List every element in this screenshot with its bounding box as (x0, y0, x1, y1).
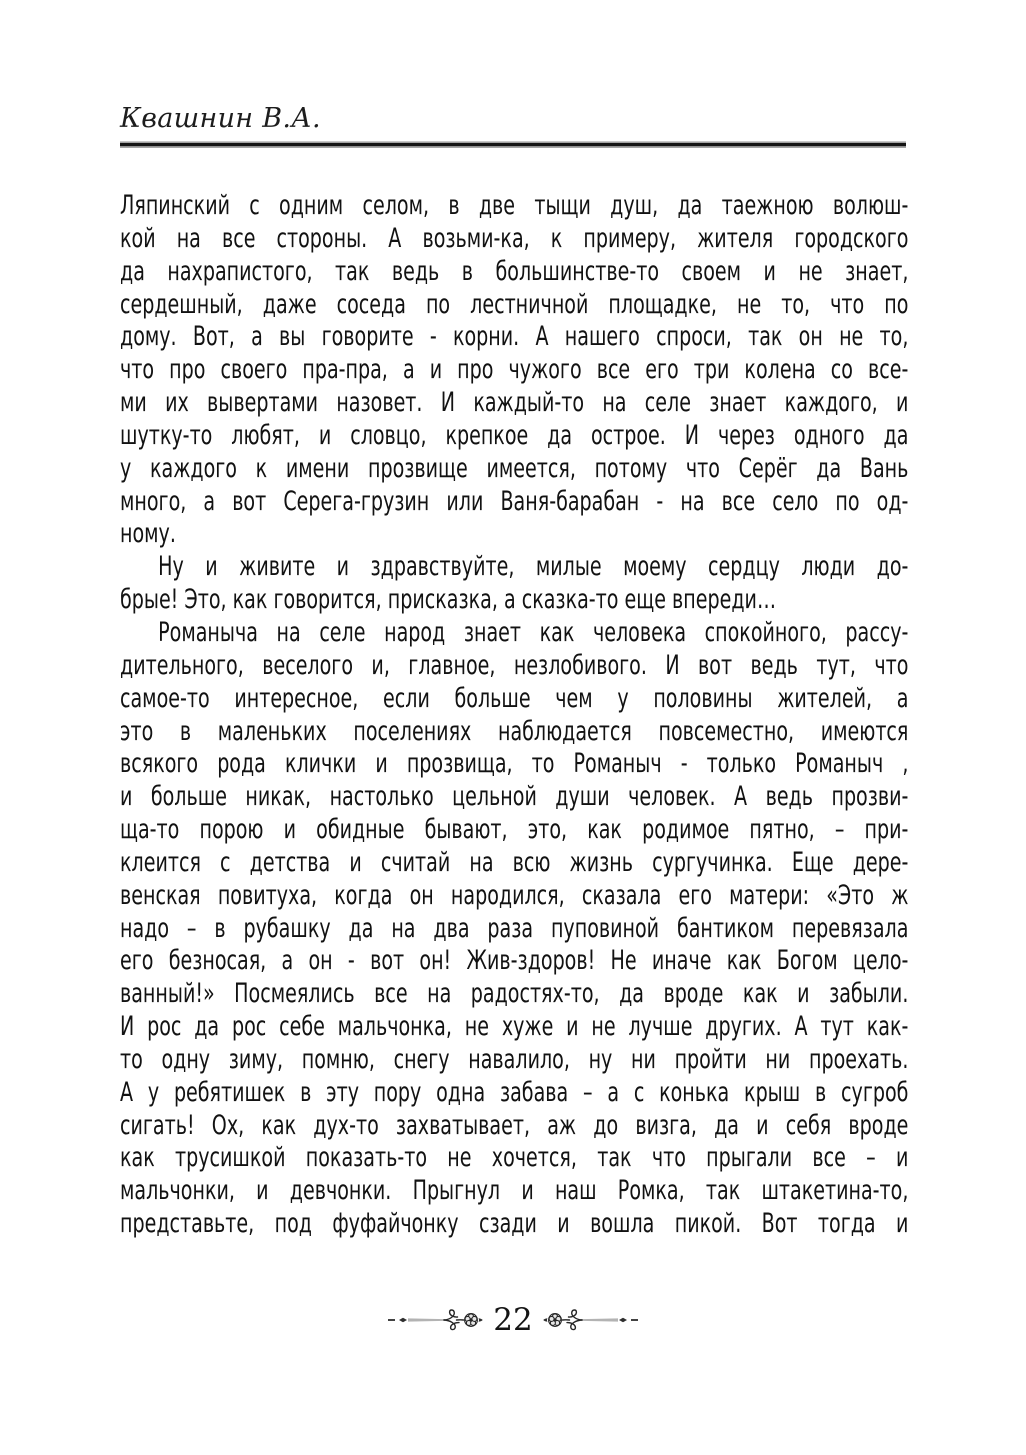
text-line: да нахрапистого, так ведь в большинстве-то своем и не знает, (120, 255, 909, 287)
text-line: что про своего пра-пра, а и про чужого все его три колена со все- (120, 354, 909, 386)
text-line: кой на все стороны. А возьми-ка, к примеру, жителя городского (120, 222, 909, 254)
text-line: сигать! Ох, как дух-то захватывает, аж до визга, да и себя вроде (120, 1109, 909, 1141)
text-line: ванный!» Посмеялись все на радостях-то, да вроде как и забыли. (120, 978, 909, 1010)
text-line: А у ребятишек в эту пору одна забава – а с конька крыш в сугроб (120, 1076, 909, 1108)
text-line: брые! Это, как говорится, присказка, а сказка-то еще впереди… (120, 584, 777, 616)
text-line: Ну и живите и здравствуйте, милые моему сердцу люди до- (158, 551, 909, 583)
text-line: это в маленьких поселениях наблюдается повсеместно, имеются (120, 715, 909, 747)
text-line: как трусишкой показать-то не хочется, так что прыгали все – и (120, 1142, 909, 1174)
running-head-author: Квашнин В.А. (120, 103, 321, 134)
text-line: надо – в рубашку да на два раза пуповиной бантиком перевязала (120, 912, 909, 944)
text-line: дому. Вот, а вы говорите - корни. А нашего спроси, так он не то, (120, 321, 909, 353)
text-line: дительного, веселого и, главное, незлобивого. И вот ведь тут, что (120, 649, 909, 681)
text-line: самое-то интересное, если больше чем у половины жителей, а (120, 682, 909, 714)
page-footer (0, 1297, 1026, 1343)
page-number: 22 (493, 1301, 533, 1338)
text-line: мальчонки, и девчонки. Прыгнул и наш Ромка, так штакетина-то, (120, 1175, 909, 1207)
text-line: сердешный, даже соседа по лестничной площадке, не то, что по (120, 288, 909, 320)
text-line: Романыча на селе народ знает как человека спокойного, рассу- (158, 616, 909, 648)
text-line: ному. (120, 518, 176, 550)
text-line: много, а вот Серега-грузин или Ваня-барабан - на все село по од- (120, 485, 909, 517)
text-line: шутку-то любят, и словцо, крепкое да острое. И через одного да (120, 419, 909, 451)
text-line: ща-то порою и обидные бывают, это, как родимое пятно, – при- (120, 814, 909, 846)
text-line: И рос да рос себе мальчонка, не хуже и не лучше других. А тут как- (120, 1011, 909, 1043)
text-line: его безносая, а он - вот он! Жив-здоров! Не иначе как Богом цело- (120, 945, 909, 977)
text-line: у каждого к имени прозвище имеется, потому что Серёг да Вань (120, 452, 909, 484)
text-line: всякого рода клички и прозвища, то Романыч - только Романыч , (120, 748, 909, 780)
text-line: ми их вывертами назовет. И каждый-то на селе знает каждого, и (120, 387, 909, 419)
header-rule (120, 143, 906, 146)
flourish-right-icon (543, 1305, 638, 1335)
text-line: представьте, под фуфайчонку сзади и вошла пикой. Вот тогда и (120, 1208, 909, 1240)
body-text (120, 190, 908, 1241)
text-line: Ляпинский с одним селом, в две тыщи душ, да таежною волюш- (120, 190, 909, 221)
flourish-left-icon (388, 1305, 483, 1335)
text-line: и больше никак, настолько цельной души человек. А ведь прозви- (120, 781, 909, 813)
text-line: то одну зиму, помню, снегу навалило, ну ни пройти ни проехать. (120, 1043, 909, 1075)
text-line: клеится с детства и считай на всю жизнь сургучинка. Еще дере- (120, 846, 909, 878)
text-line: венская повитуха, когда он народился, сказала его матери: «Это ж (120, 879, 909, 911)
